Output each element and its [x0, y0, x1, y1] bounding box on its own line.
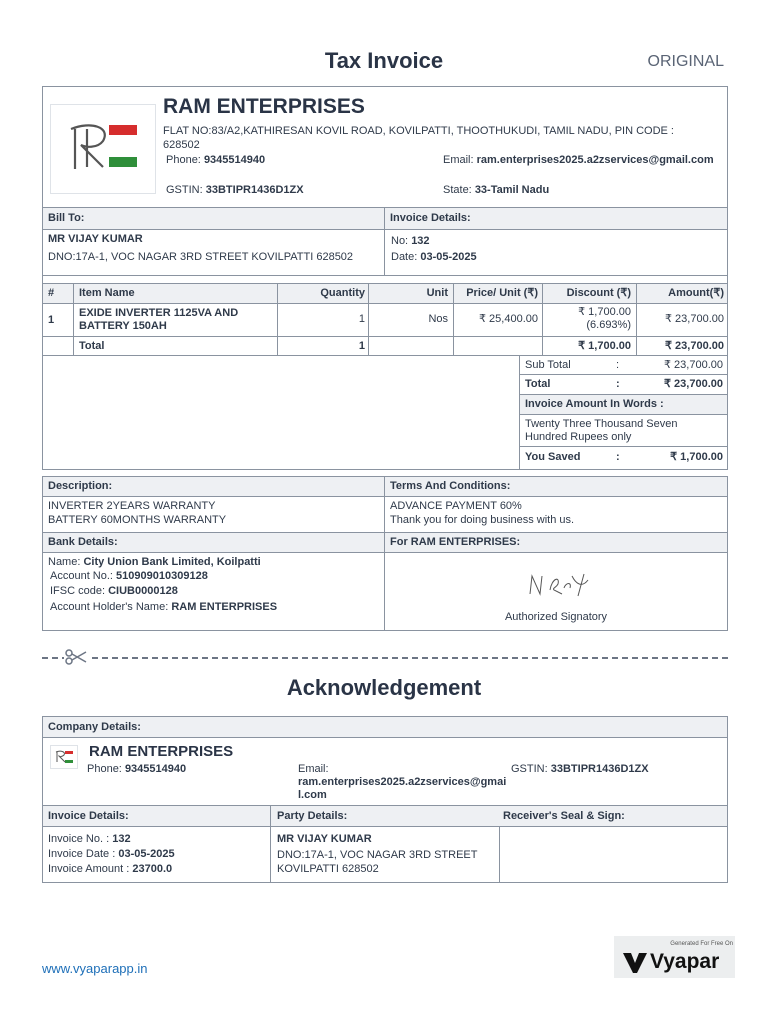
ack-inv-date-label: Invoice Date : [48, 848, 116, 860]
ack-phone-value: 9345514940 [124, 763, 187, 775]
email-value: ram.enterprises2025.a2zservices@gmail.com [476, 154, 714, 166]
row-amount: ₹ 23,700.00 [665, 313, 724, 325]
description-line2: BATTERY 60MONTHS WARRANTY [48, 514, 227, 526]
row-discount: ₹ 1,700.00 [578, 306, 631, 318]
ack-logo-icon [50, 745, 78, 769]
ack-invoice-no [48, 833, 131, 846]
summary-total-label: Total [525, 378, 551, 390]
ack-party-name: MR VIJAY KUMAR [277, 833, 372, 845]
bank-ifsc-label: IFSC code: [50, 585, 106, 597]
ack-invoice-date [48, 848, 175, 861]
ack-phone-label: Phone: [87, 763, 122, 775]
row-unit: Nos [428, 313, 448, 325]
terms-line2: Thank you for doing business with us. [390, 514, 575, 526]
row-discount-pct: (6.693%) [586, 319, 631, 331]
bill-to-header: Bill To: [48, 212, 85, 224]
bank-name-label: Name: [48, 556, 81, 568]
invoice-date-label: Date: [391, 251, 418, 263]
gstin-value: 33BTIPR1436D1ZX [205, 184, 304, 196]
invoice-no-label: No: [391, 235, 409, 247]
col-price: Price/ Unit (₹) [466, 287, 538, 299]
ack-company-name: RAM ENTERPRISES [89, 743, 234, 760]
ack-receiver-header: Receiver's Seal & Sign: [503, 810, 625, 822]
row-item-name: EXIDE INVERTER 1125VA AND BATTERY 150AH [79, 307, 239, 332]
ack-phone [87, 763, 186, 776]
col-quantity: Quantity [320, 287, 365, 299]
company-phone [166, 154, 265, 166]
row-index: 1 [48, 314, 55, 326]
bill-to-name: MR VIJAY KUMAR [48, 233, 143, 245]
ack-inv-amount-value: 23700.0 [132, 863, 173, 875]
bill-to-address: DNO:17A-1, VOC NAGAR 3RD STREET KOVILPATTI 628502 [48, 251, 354, 263]
invoice-no [391, 235, 430, 247]
total-amount: ₹ 23,700.00 [665, 340, 724, 352]
invoice-no-value: 132 [411, 235, 430, 247]
cut-line [42, 657, 728, 659]
saved-label: You Saved [525, 451, 581, 463]
vyapar-badge [614, 936, 735, 978]
generated-label: Generated For Free On [670, 941, 733, 947]
copy-label: ORIGINAL [647, 53, 724, 70]
company-name: RAM ENTERPRISES [163, 95, 365, 118]
ack-gstin-value: 33BTIPR1436D1ZX [550, 763, 649, 775]
amount-words-label: Invoice Amount In Words : [525, 398, 664, 410]
ack-inv-amount-label: Invoice Amount : [48, 863, 130, 875]
bank-account [50, 570, 208, 583]
signatory-header: For RAM ENTERPRISES: [390, 536, 521, 548]
bank-ifsc [50, 585, 178, 598]
col-amount: Amount(₹) [668, 287, 724, 299]
ack-gstin-label: GSTIN: [511, 763, 548, 775]
company-state [443, 184, 549, 196]
ack-gstin [511, 763, 649, 776]
total-discount: ₹ 1,700.00 [578, 340, 631, 352]
scissors-icon [64, 648, 88, 666]
ack-invoice-amount [48, 863, 172, 876]
terms-header: Terms And Conditions: [390, 480, 511, 492]
summary-total-value: ₹ 23,700.00 [664, 378, 723, 390]
ack-title: Acknowledgement [286, 675, 482, 700]
col-index: # [48, 287, 55, 299]
description-header: Description: [48, 480, 113, 492]
signature-image [526, 570, 596, 603]
authorized-signatory-label: Authorized Signatory [504, 611, 608, 623]
col-discount: Discount (₹) [566, 287, 631, 299]
col-unit: Unit [426, 287, 448, 299]
phone-label: Phone: [166, 154, 201, 166]
company-email [443, 154, 715, 167]
saved-colon: : [616, 451, 620, 463]
ack-inv-no-label: Invoice No. : [48, 833, 110, 845]
phone-value: 9345514940 [203, 154, 266, 166]
ack-inv-no-value: 132 [112, 833, 131, 845]
subtotal-colon: : [616, 359, 620, 371]
saved-value: ₹ 1,700.00 [670, 451, 723, 463]
total-label: Total [79, 340, 105, 352]
bank-name-value: City Union Bank Limited, Koilpatti [83, 556, 261, 568]
invoice-date [391, 251, 477, 263]
email-label: Email: [443, 154, 474, 166]
vyapar-logo-icon [623, 953, 647, 976]
gstin-label: GSTIN: [166, 184, 203, 196]
re-logo-icon [50, 104, 156, 194]
ack-email: ram.enterprises2025.a2zservices@gmail.com [298, 776, 507, 801]
total-qty: 1 [358, 340, 365, 352]
ack-email-label: Email: [298, 763, 329, 775]
company-gstin [166, 184, 304, 196]
company-address: FLAT NO:83/A2,KATHIRESAN KOVIL ROAD, KOVILPATTI, THOOTHUKUDI, TAMIL NADU, PIN CODE : 628502 [163, 125, 674, 151]
invoice-date-value: 03-05-2025 [420, 251, 477, 263]
ack-company-header: Company Details: [48, 721, 141, 733]
ack-invoice-header: Invoice Details: [48, 810, 129, 822]
row-price: ₹ 25,400.00 [479, 313, 538, 325]
bank-holder-value: RAM ENTERPRISES [171, 601, 278, 613]
ack-party-header: Party Details: [277, 810, 348, 822]
row-qty: 1 [358, 313, 365, 325]
bank-header: Bank Details: [48, 536, 118, 548]
amount-words: Twenty Three Thousand Seven Hundred Rupees only [525, 418, 678, 443]
state-value: 33-Tamil Nadu [474, 184, 550, 196]
bank-name [48, 556, 261, 569]
bank-holder-label: Account Holder's Name: [50, 601, 169, 613]
invoice-details-header: Invoice Details: [390, 212, 471, 224]
vyapar-brand: Vyapar [650, 950, 720, 973]
subtotal-label: Sub Total [525, 359, 571, 371]
bank-ifsc-value: CIUB0000128 [108, 585, 178, 597]
bank-acc-value: 510909010309128 [116, 570, 208, 582]
footer-url-link[interactable]: www.vyaparapp.in [42, 961, 148, 976]
description-line1: INVERTER 2YEARS WARRANTY [48, 500, 216, 512]
ack-inv-date-value: 03-05-2025 [118, 848, 175, 860]
ack-party-address: DNO:17A-1, VOC NAGAR 3RD STREET KOVILPATTI 628502 [277, 849, 478, 875]
subtotal-value: ₹ 23,700.00 [664, 359, 723, 371]
page-title: Tax Invoice [324, 48, 444, 73]
state-label: State: [443, 184, 472, 196]
bank-acc-label: Account No.: [50, 570, 113, 582]
terms-line1: ADVANCE PAYMENT 60% [390, 500, 522, 512]
bank-holder [50, 601, 277, 614]
summary-total-colon: : [616, 378, 620, 390]
col-item-name: Item Name [79, 287, 135, 299]
